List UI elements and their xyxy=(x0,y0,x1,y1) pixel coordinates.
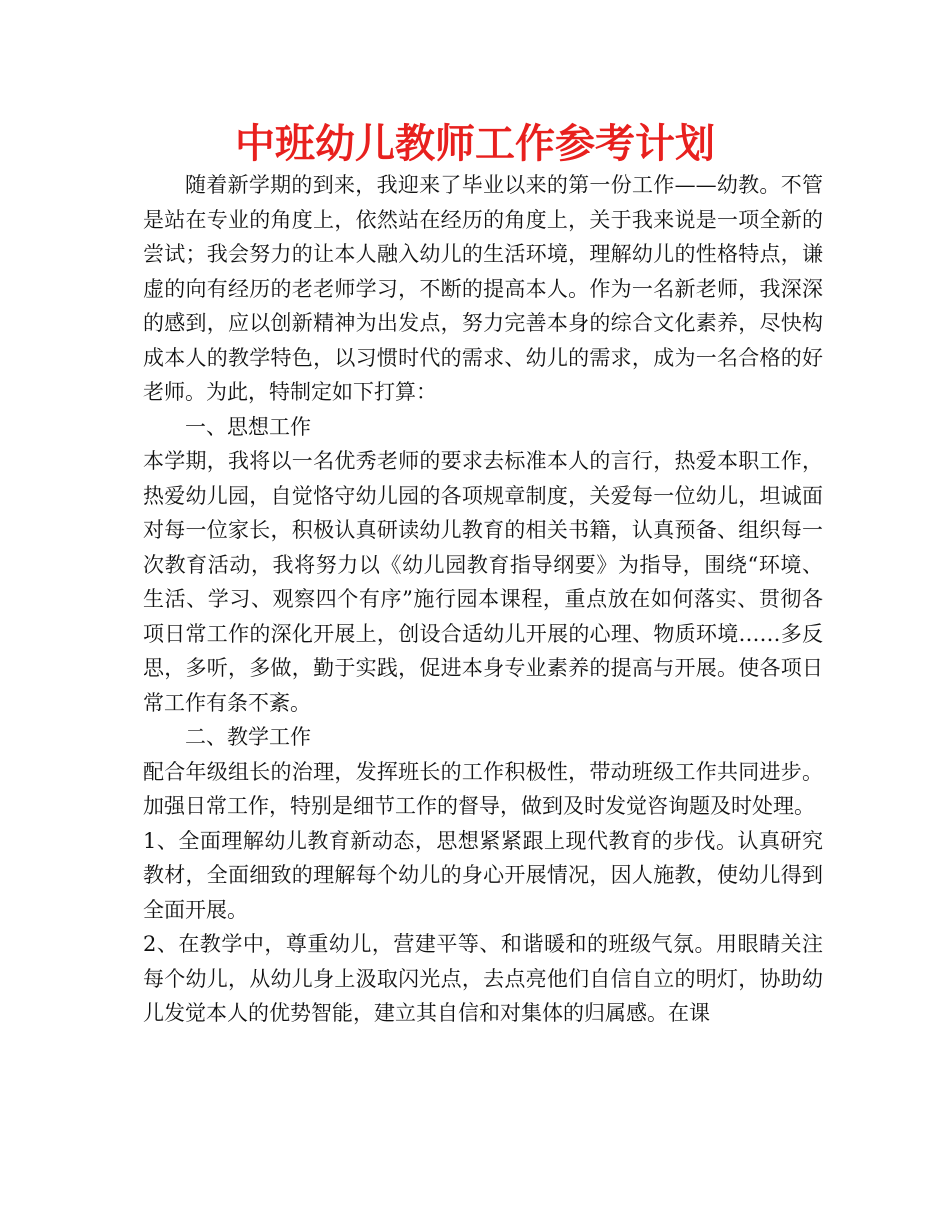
teaching-work-paragraph: 配合年级组长的治理，发挥班长的工作积极性，带动班级工作共同进步。加强日常工作，特别是细节工作的督导，做到及时发觉咨询题及时处理。 xyxy=(143,759,823,818)
thought-work-paragraph: 本学期，我将以一名优秀老师的要求去标准本人的言行，热爱本职工作，热爱幼儿园，自觉恪守幼儿园的各项规章制度，关爱每一位幼儿，坦诚面对每一位家长，积极认真研读幼儿教育的相关书籍，认真预备、组织每一次教育活动，我将努力以《幼儿园教育指导纲要》为指导，围绕“环境、生活、学习、观察四个有序”施行园本课程，重点放在如何落实、贯彻各项日常工作的深化开展上，创设合适幼儿开展的心理、物质环境……多反思，多听，多做，勤于实践，促进本身专业素养的提高与开展。使各项日常工作有条不紊。 xyxy=(143,449,823,715)
section-heading-teaching-work: 二、教学工作 xyxy=(185,725,311,749)
document-title: 中班幼儿教师工作参考计划 xyxy=(235,120,715,167)
teaching-item-1: 1、全面理解幼儿教育新动态，思想紧紧跟上现代教育的步伐。认真研究教材，全面细致的理解每个幼儿的身心开展情况，因人施教，使幼儿得到全面开展。 xyxy=(143,828,823,922)
intro-paragraph: 随着新学期的到来，我迎来了毕业以来的第一份工作——幼教。不管是站在专业的角度上，依然站在经历的角度上，关于我来说是一项全新的尝试；我会努力的让本人融入幼儿的生活环境，理解幼儿的性格特点，谦虚的向有经历的老老师学习，不断的提高本人。作为一名新老师，我深深的感到，应以创新精神为出发点，努力完善本身的综合文化素养，尽快构成本人的教学特色，以习惯时代的需求、幼儿的需求，成为一名合格的好老师。为此，特制定如下打算： xyxy=(143,173,823,404)
section-heading-thought-work: 一、思想工作 xyxy=(185,414,311,439)
document-body xyxy=(143,168,823,1031)
teaching-item-2: 2、在教学中，尊重幼儿，营建平等、和谐暖和的班级气氛。用眼睛关注每个幼儿，从幼儿身上汲取闪光点，去点亮他们自信自立的明灯，协助幼儿发觉本人的优势智能，建立其自信和对集体的归属感。在课 xyxy=(143,932,823,1025)
